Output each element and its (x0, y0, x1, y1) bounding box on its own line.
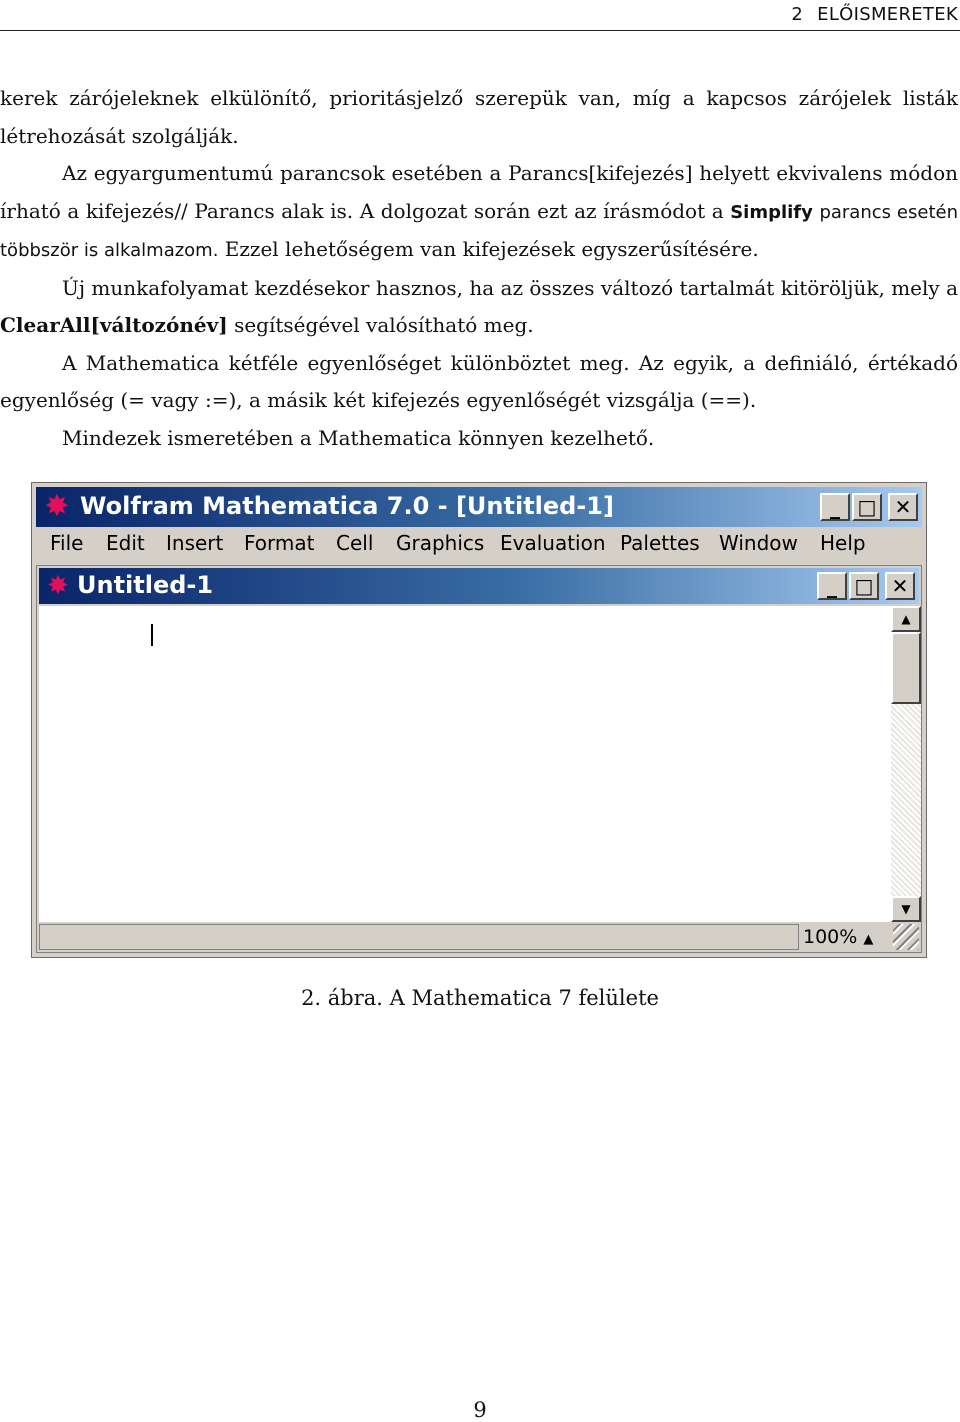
menu-graphics[interactable]: Graphics (396, 531, 485, 555)
paragraph-4: A Mathematica kétféle egyenlőséget különböztet meg. Az egyik, a definiáló, értékadó egyenlőség (= vagy :=), a másik két kifejezés egyenlőségét vizsgálja (==). (0, 350, 958, 412)
window-controls (820, 493, 918, 521)
zoom-arrow-icon: ▲ (863, 932, 874, 947)
paragraph-2-text: Az egyargumentumú parancsok esetében a Parancs[kifejezés] helyett ekvivalens módon írható a kifejezés// Parancs alak is. A dolgozat során ezt az írásmódot a (0, 161, 958, 223)
menu-evaluation[interactable]: Evaluation (500, 531, 606, 555)
scroll-down-icon[interactable]: ▼ (891, 896, 921, 922)
window-titlebar[interactable] (36, 487, 922, 527)
paragraph-2-end: Ezzel lehetőségem van kifejezések egyszerűsítésére. (218, 237, 759, 261)
paragraph-3-text: Új munkafolyamat kezdésekor hasznos, ha az összes változó tartalmát kitöröljük, mely a (62, 275, 958, 300)
menu-window[interactable]: Window (719, 531, 798, 555)
paragraph-3 (0, 270, 958, 345)
scroll-thumb[interactable] (891, 632, 921, 704)
simplify-command: Simplify (730, 201, 813, 223)
menu-cell[interactable]: Cell (336, 531, 374, 555)
notebook-titlebar[interactable] (39, 568, 919, 604)
menu-format[interactable]: Format (244, 531, 315, 555)
notebook-title: Untitled-1 (77, 571, 214, 599)
menu-help[interactable]: Help (820, 531, 866, 555)
status-bar (39, 924, 919, 950)
horizontal-scroll-track[interactable] (39, 924, 799, 950)
paragraph-2-sans-text: parancs esetén többször is alkalmazom. (0, 201, 958, 261)
resize-grip-icon[interactable] (893, 924, 919, 950)
scroll-up-icon[interactable]: ▲ (891, 606, 921, 632)
page-number: 9 (473, 1398, 487, 1422)
window-title: Wolfram Mathematica 7.0 - [Untitled-1] (80, 492, 614, 520)
mathematica-logo-icon: ✸ (44, 489, 70, 524)
close-button[interactable]: ✕ (888, 493, 918, 521)
menu-insert[interactable]: Insert (166, 531, 224, 555)
figure-caption: 2. ábra. A Mathematica 7 felülete (301, 986, 659, 1010)
mathematica-window (31, 482, 927, 958)
paragraph-3-end: segítségével valósítható meg. (227, 313, 534, 337)
menu-edit[interactable]: Edit (106, 531, 145, 555)
paragraph-1: kerek zárójeleknek elkülönítő, prioritásjelző szerepük van, míg a kapcsos zárójelek listák létrehozását szolgálják. (0, 86, 958, 148)
notebook-close-button[interactable]: ✕ (885, 572, 915, 600)
notebook-minimize-button[interactable]: _ (817, 572, 847, 600)
clearall-command: ClearAll[változónév] (0, 313, 228, 337)
header-text (791, 4, 958, 25)
zoom-control[interactable] (803, 926, 873, 948)
body-text (0, 80, 958, 457)
notebook-window (36, 565, 922, 953)
notebook-controls (817, 572, 915, 600)
section-title: ELŐISMERETEK (817, 4, 958, 25)
section-number: 2 (791, 4, 804, 25)
menu-palettes[interactable]: Palettes (620, 531, 700, 555)
menu-file[interactable]: File (50, 531, 84, 555)
zoom-level: 100% (803, 926, 858, 948)
paragraph-5: Mindezek ismeretében a Mathematica könnyen kezelhető. (62, 425, 655, 450)
notebook-content[interactable] (39, 606, 891, 922)
running-header (0, 0, 960, 31)
maximize-button[interactable]: □ (852, 493, 882, 521)
notebook-maximize-button[interactable]: □ (849, 572, 879, 600)
notebook-logo-icon: ✸ (47, 571, 69, 601)
paragraph-2 (0, 155, 958, 270)
minimize-button[interactable]: _ (820, 493, 850, 521)
vertical-scrollbar[interactable] (891, 606, 921, 922)
menu-bar (36, 527, 922, 561)
text-cursor (151, 624, 153, 646)
